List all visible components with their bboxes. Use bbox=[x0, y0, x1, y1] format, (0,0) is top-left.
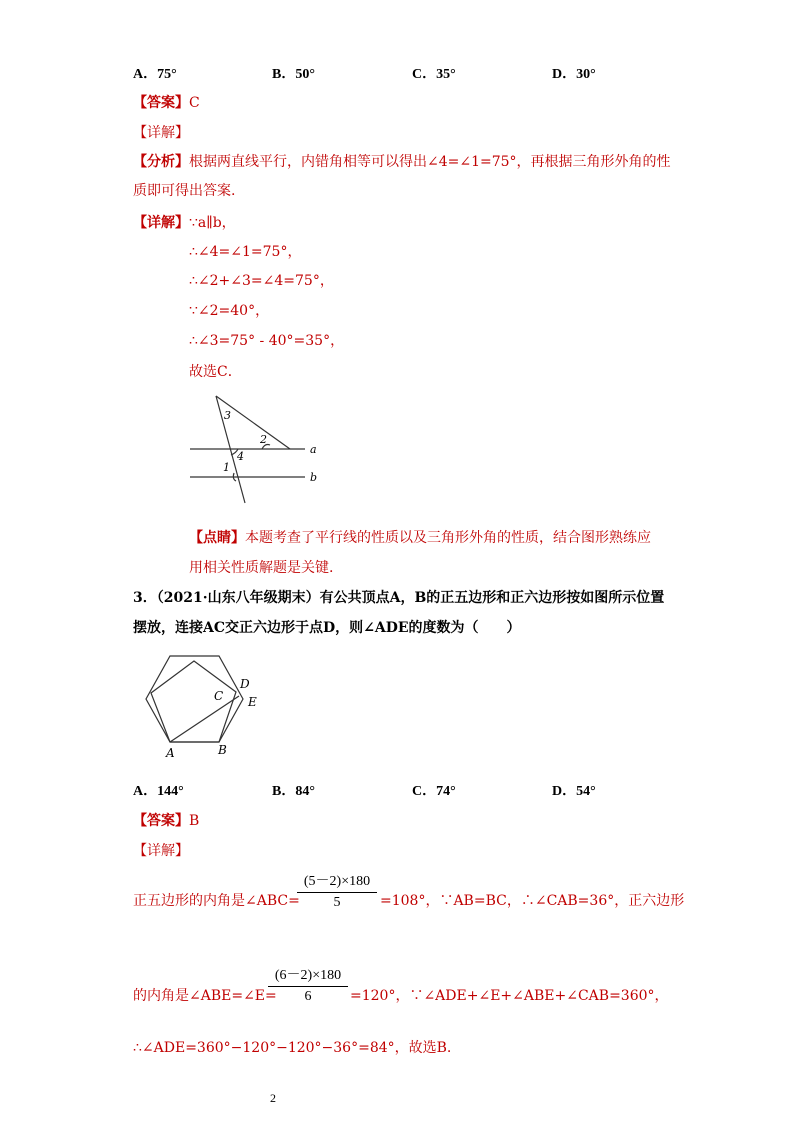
step-3: ∴∠2+∠3=∠4=75°， bbox=[189, 273, 334, 289]
detail-tag-2: 【详解】 bbox=[133, 215, 189, 231]
step-4: ∵∠2=40°， bbox=[189, 303, 270, 319]
q3-answer-value: B bbox=[189, 813, 200, 829]
detail-step-line-1 bbox=[133, 212, 236, 232]
detail-tag: 【详解】 bbox=[133, 125, 189, 141]
figure-label-3: 3 bbox=[224, 409, 231, 422]
option-c: C．35° bbox=[412, 67, 456, 82]
figure-label-b: b bbox=[310, 471, 318, 484]
comment-tag: 【点睛】 bbox=[189, 530, 245, 546]
page-number: 2 bbox=[270, 1091, 276, 1105]
comment-line-2: 用相关性质解题是关键. bbox=[189, 560, 334, 576]
q3-option-a: A．144° bbox=[133, 784, 184, 799]
figure-label-e: E bbox=[248, 695, 257, 709]
step-5: ∴∠3=75° - 40°=35°， bbox=[189, 333, 345, 349]
q3-stem-line-1: 3．（2021·山东八年级期末）有公共顶点A，B的正五边形和正六边形按如图所示位置 bbox=[133, 590, 665, 606]
analysis-line-2: 质即可得出答案. bbox=[133, 183, 236, 199]
analysis-text-1: 根据两直线平行，内错角相等可以得出∠4=∠1=75°，再根据三角形外角的性 bbox=[189, 154, 671, 170]
analysis-line-1 bbox=[133, 151, 671, 171]
answer-value: C bbox=[189, 95, 200, 111]
comment-text-1: 本题考查了平行线的性质以及三角形外角的性质，结合图形熟练应 bbox=[245, 530, 651, 546]
fraction-bar bbox=[268, 986, 348, 987]
figure-label-1: 1 bbox=[223, 461, 230, 474]
figure-label-b-vertex: B bbox=[218, 743, 227, 757]
figure-label-2: 2 bbox=[260, 433, 267, 446]
fraction-hexagon bbox=[268, 964, 348, 1005]
q3-solution-line-1-post: =108°，∵AB=BC，∴∠CAB=36°，正六边形 bbox=[380, 893, 685, 909]
q3-option-b: B．84° bbox=[272, 784, 315, 799]
step-1: ∵a∥b， bbox=[189, 215, 236, 231]
q3-answer-tag: 【答案】 bbox=[133, 813, 189, 829]
fraction-pentagon-denominator: 5 bbox=[333, 895, 341, 910]
q3-detail-tag: 【详解】 bbox=[133, 843, 189, 859]
fraction-pentagon bbox=[297, 870, 377, 911]
q3-solution-line-3: ∴∠ADE=360°−120°−120°−36°=84°，故选B. bbox=[133, 1040, 452, 1056]
comment-line-1 bbox=[189, 527, 651, 547]
q3-solution-line-2-pre: 的内角是∠ABE=∠E= bbox=[133, 988, 277, 1004]
fraction-hexagon-numerator: (6－2)×180 bbox=[274, 968, 342, 983]
parallel-lines-figure bbox=[190, 393, 320, 505]
option-a: A．75° bbox=[133, 67, 177, 82]
answer-line bbox=[133, 92, 200, 112]
q3-solution-line-1-pre: 正五边形的内角是∠ABC= bbox=[133, 893, 300, 909]
pentagon-hexagon-figure bbox=[136, 650, 266, 762]
q3-option-c: C．74° bbox=[412, 784, 456, 799]
figure-label-4: 4 bbox=[237, 450, 244, 463]
figure-label-c: C bbox=[214, 689, 224, 703]
fraction-hexagon-denominator: 6 bbox=[304, 989, 312, 1004]
figure-label-a: a bbox=[310, 443, 317, 456]
answer-tag: 【答案】 bbox=[133, 95, 189, 111]
figure-label-d: D bbox=[240, 677, 250, 691]
q3-solution-line-2-post: =120°，∵∠ADE+∠E+∠ABE+∠CAB=360°， bbox=[350, 988, 669, 1004]
option-d: D．30° bbox=[552, 67, 596, 82]
fraction-pentagon-numerator: (5－2)×180 bbox=[303, 874, 371, 889]
q3-stem-line-2: 摆放，连接AC交正六边形于点D，则∠ADE的度数为（ ） bbox=[133, 620, 521, 636]
figure-label-a-vertex: A bbox=[166, 746, 175, 760]
analysis-tag: 【分析】 bbox=[133, 154, 189, 170]
step-6: 故选C． bbox=[189, 364, 242, 380]
q3-answer-line bbox=[133, 810, 199, 830]
q3-option-d: D．54° bbox=[552, 784, 596, 799]
option-b: B．50° bbox=[272, 67, 315, 82]
fraction-bar bbox=[297, 892, 377, 893]
step-2: ∴∠4=∠1=75°， bbox=[189, 244, 302, 260]
